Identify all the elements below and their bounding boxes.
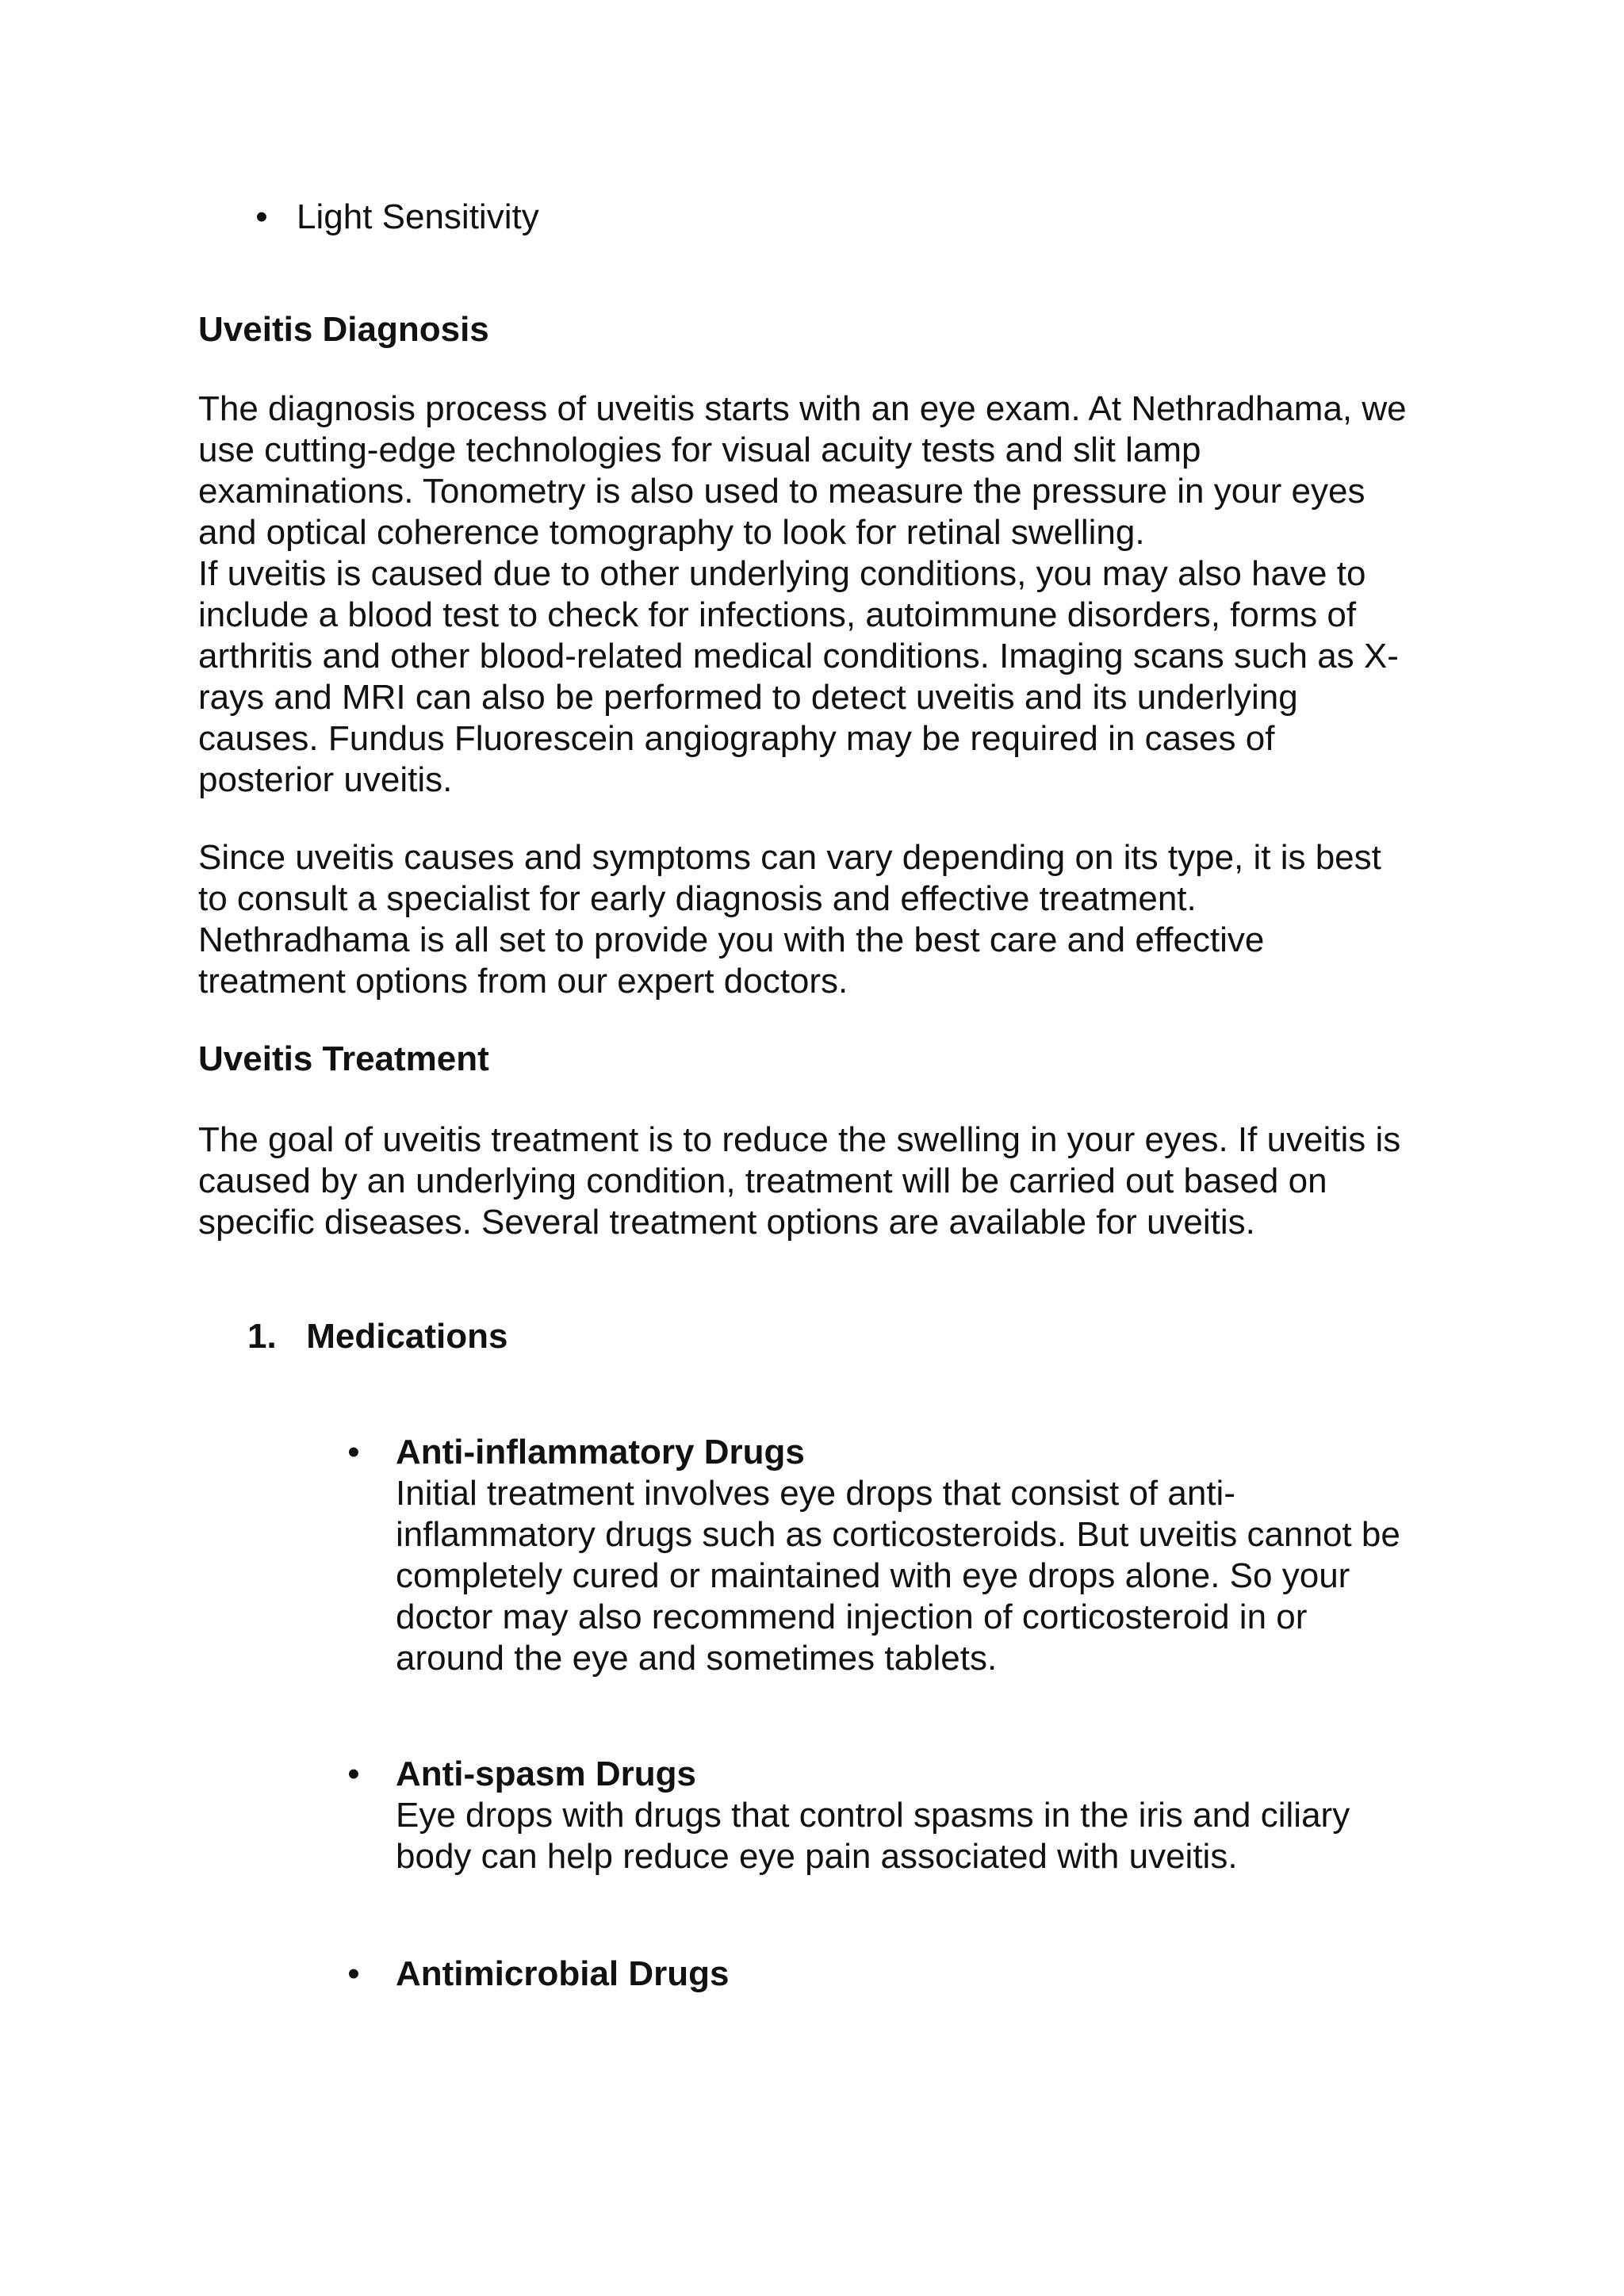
text-line: completely cured or maintained with eye drops alone. So your — [396, 1556, 1350, 1595]
bullet-dot: • — [347, 1755, 360, 1793]
text-line: Nethradhama is all set to provide you with the best care and effective — [198, 920, 1265, 959]
text-line: and optical coherence tomography to look for retinal swelling. — [198, 513, 1145, 552]
numbered-item-medications — [247, 1316, 508, 1357]
text-line: include a blood test to check for infections, autoimmune disorders, forms of — [198, 595, 1357, 634]
text-line: The goal of uveitis treatment is to reduce the swelling in your eyes. If uveitis is — [198, 1120, 1401, 1159]
text-line: Since uveitis causes and symptoms can vary depending on its type, it is best — [198, 838, 1381, 877]
drug-title: Anti-spasm Drugs — [396, 1755, 696, 1793]
paragraph-consult-specialist — [198, 837, 1451, 1002]
text-line: doctor may also recommend injection of corticosteroid in or — [396, 1598, 1308, 1636]
section-heading-diagnosis: Uveitis Diagnosis — [198, 310, 489, 349]
text-line: posterior uveitis. — [198, 760, 453, 799]
text-line: inflammatory drugs such as corticosteroids. But uveitis cannot be — [396, 1515, 1400, 1554]
bullet-dot: • — [347, 1954, 360, 1993]
text-line: examinations. Tonometry is also used to measure the pressure in your eyes — [198, 472, 1365, 511]
bullet-dot: • — [347, 1433, 360, 1471]
text-line: caused by an underlying condition, treatment will be carried out based on — [198, 1161, 1327, 1200]
text-line: Initial treatment involves eye drops that consist of anti- — [396, 1474, 1235, 1513]
paragraph-treatment-goal — [198, 1119, 1451, 1243]
text-line: rays and MRI can also be performed to detect uveitis and its underlying — [198, 678, 1298, 717]
drug-title: Antimicrobial Drugs — [396, 1954, 730, 1993]
list-number: 1. — [247, 1317, 277, 1356]
numbered-item-label: Medications — [306, 1317, 508, 1356]
text-line: to consult a specialist for early diagnosis and effective treatment. — [198, 879, 1197, 918]
text-line: causes. Fundus Fluorescein angiography may be required in cases of — [198, 719, 1275, 758]
text-line: If uveitis is caused due to other underlying conditions, you may also have to — [198, 554, 1366, 593]
text-line: Eye drops with drugs that control spasms in the iris and ciliary — [396, 1796, 1350, 1835]
list-item-text: Light Sensitivity — [297, 197, 539, 236]
drug-title: Anti-inflammatory Drugs — [396, 1433, 805, 1471]
section-heading-treatment: Uveitis Treatment — [198, 1039, 489, 1078]
text-line: treatment options from our expert doctors. — [198, 962, 848, 1001]
text-line: specific diseases. Several treatment options are available for uveitis. — [198, 1203, 1255, 1242]
text-line: The diagnosis process of uveitis starts with an eye exam. At Nethradhama, we — [198, 389, 1407, 428]
text-line: body can help reduce eye pain associated with uveitis. — [396, 1837, 1238, 1876]
paragraph-diagnosis-process — [198, 388, 1451, 801]
text-line: arthritis and other blood-related medical conditions. Imaging scans such as X- — [198, 637, 1399, 675]
text-line: around the eye and sometimes tablets. — [396, 1639, 998, 1678]
bullet-dot: • — [255, 197, 268, 236]
text-line: use cutting-edge technologies for visual acuity tests and slit lamp — [198, 430, 1201, 469]
